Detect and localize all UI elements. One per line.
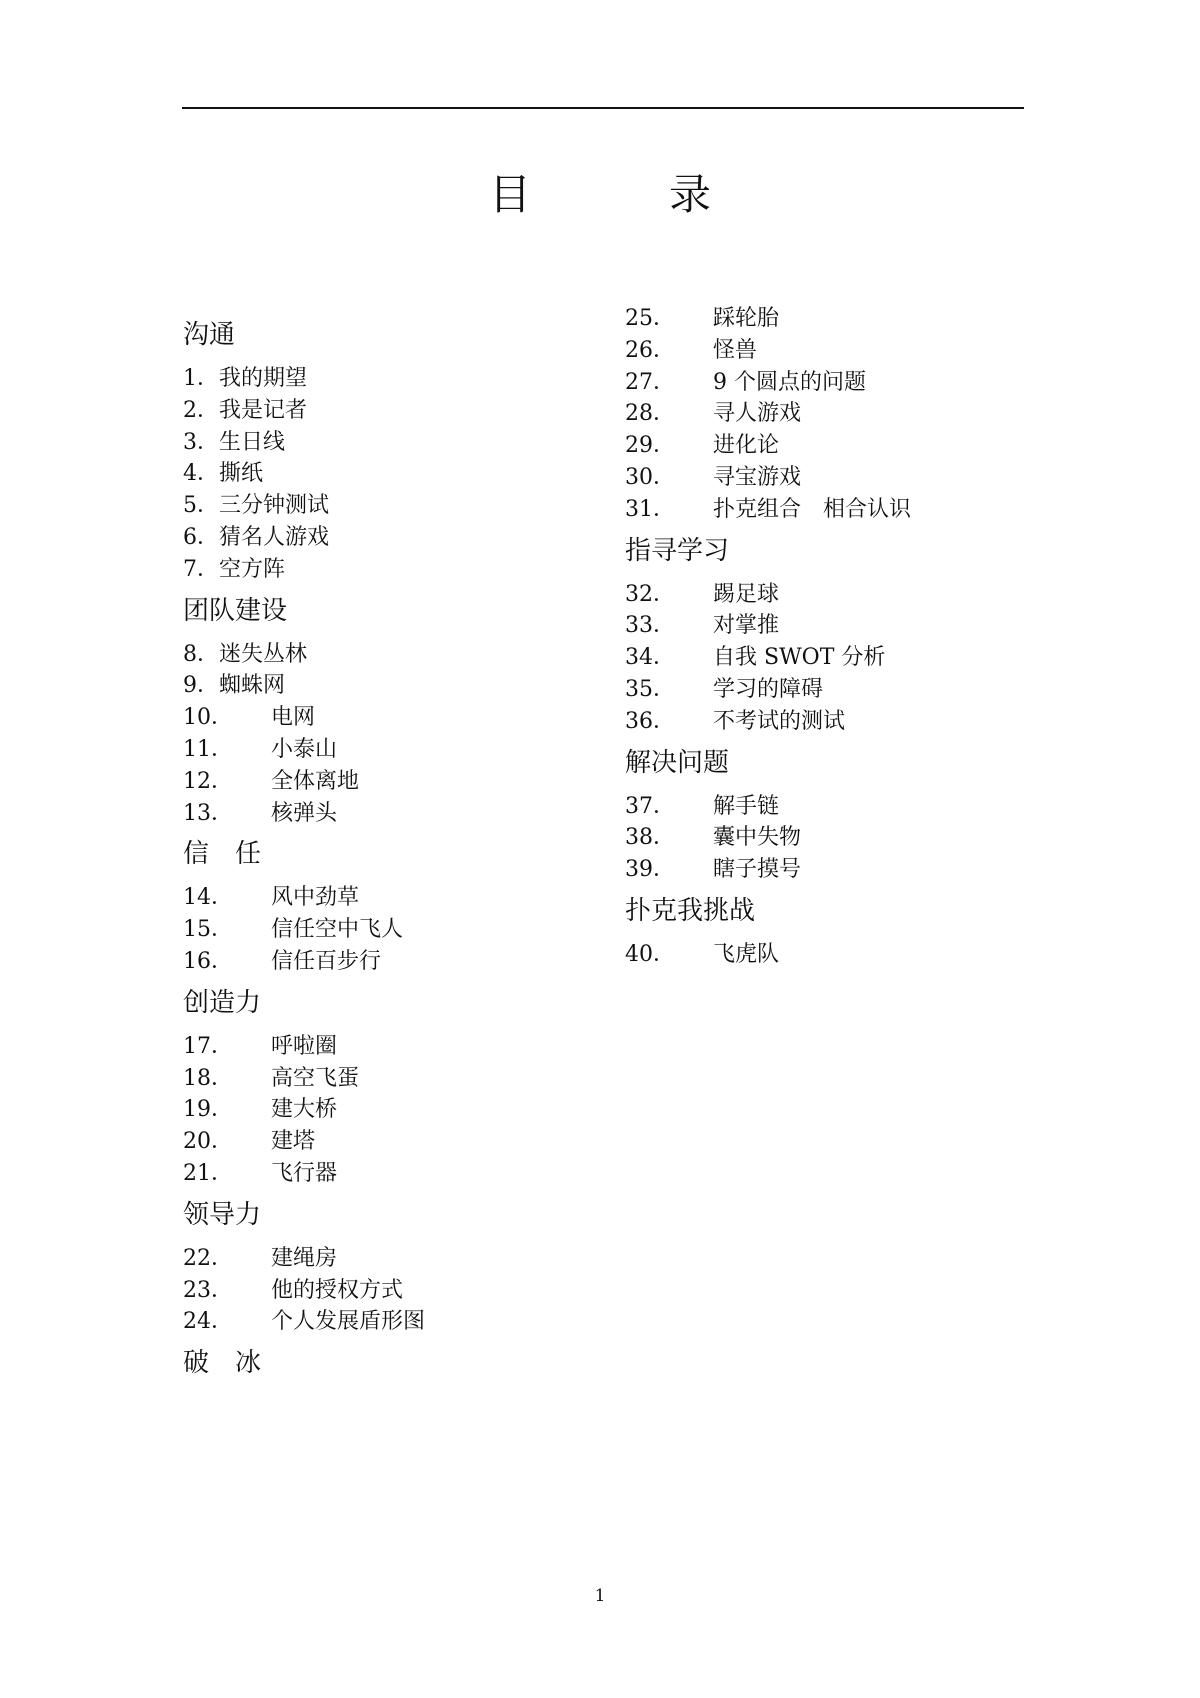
toc-section-heading: 解决问题 bbox=[625, 747, 730, 778]
toc-entry-number: 24． bbox=[183, 1309, 233, 1335]
toc-right-column bbox=[625, 303, 1065, 971]
toc-entry-number: 32． bbox=[625, 581, 675, 607]
toc-entry-number: 28． bbox=[625, 401, 675, 427]
toc-entry-title: 电网 bbox=[271, 705, 316, 731]
toc-entry[interactable] bbox=[625, 430, 1065, 462]
toc-entry[interactable] bbox=[625, 303, 1065, 335]
toc-entry-title: 瞎子摸号 bbox=[713, 857, 802, 883]
toc-entry[interactable] bbox=[625, 398, 1065, 430]
toc-entry[interactable] bbox=[625, 335, 1065, 367]
toc-entry[interactable] bbox=[183, 1126, 623, 1158]
toc-entry-title: 三分钟测试 bbox=[219, 493, 330, 519]
toc-entry[interactable] bbox=[183, 734, 623, 766]
toc-entry-title: 个人发展盾形图 bbox=[271, 1309, 426, 1335]
toc-entry-title: 我的期望 bbox=[219, 366, 308, 391]
toc-section-heading: 创造力 bbox=[183, 987, 262, 1018]
toc-entry-title: 寻人游戏 bbox=[713, 401, 802, 427]
toc-entry-title: 呼啦圈 bbox=[271, 1033, 338, 1059]
toc-entry[interactable] bbox=[625, 706, 1065, 738]
toc-entry-number: 3． bbox=[183, 429, 219, 455]
toc-entry[interactable] bbox=[183, 427, 623, 459]
toc-entry[interactable] bbox=[183, 882, 623, 914]
toc-entry-number: 31． bbox=[625, 496, 675, 522]
toc-entry[interactable] bbox=[625, 822, 1065, 854]
toc-entry-title: 生日线 bbox=[219, 429, 286, 455]
toc-entry-title: 空方阵 bbox=[219, 556, 286, 582]
toc-entry-number: 1． bbox=[183, 366, 219, 391]
toc-entry-number: 4． bbox=[183, 461, 219, 487]
toc-entry-number: 35． bbox=[625, 676, 675, 702]
toc-entry-title: 核弹头 bbox=[271, 800, 338, 826]
toc-entry-number: 13． bbox=[183, 800, 233, 826]
toc-entry-number: 25． bbox=[625, 306, 675, 331]
toc-entry[interactable] bbox=[183, 702, 623, 734]
header-rule bbox=[182, 107, 1024, 109]
toc-section-heading: 破 冰 bbox=[183, 1348, 262, 1379]
toc-entry-number: 27． bbox=[625, 369, 675, 395]
toc-entry[interactable] bbox=[625, 494, 1065, 526]
toc-entry-number: 7． bbox=[183, 556, 219, 582]
toc-entry-title: 建绳房 bbox=[271, 1245, 338, 1271]
toc-section-heading: 指寻学习 bbox=[625, 535, 730, 566]
toc-entry-number: 9． bbox=[183, 673, 219, 699]
page-title: 目 录 bbox=[488, 170, 759, 219]
toc-entry-number: 15． bbox=[183, 917, 233, 943]
toc-entry-title: 飞虎队 bbox=[713, 941, 780, 967]
toc-left-column bbox=[183, 315, 623, 1391]
toc-entry[interactable] bbox=[183, 1243, 623, 1275]
toc-entry[interactable] bbox=[183, 639, 623, 671]
toc-entry[interactable] bbox=[183, 1275, 623, 1307]
toc-entry-title: 寻宝游戏 bbox=[713, 464, 802, 490]
toc-entry-number: 17． bbox=[183, 1033, 233, 1059]
toc-entry[interactable] bbox=[183, 554, 623, 586]
toc-entry[interactable] bbox=[183, 490, 623, 522]
toc-entry-title: 我是记者 bbox=[219, 397, 308, 423]
toc-entry[interactable] bbox=[183, 458, 623, 490]
toc-entry-title: 他的授权方式 bbox=[271, 1277, 404, 1303]
toc-entry-title: 学习的障碍 bbox=[713, 676, 824, 702]
page-number: 1 bbox=[594, 1586, 606, 1606]
toc-entry-title: 信任百步行 bbox=[271, 948, 382, 974]
toc-entry[interactable] bbox=[183, 1063, 623, 1095]
toc-entry[interactable] bbox=[625, 642, 1065, 674]
toc-entry-number: 14． bbox=[183, 885, 233, 911]
toc-entry-number: 26． bbox=[625, 337, 675, 363]
toc-entry[interactable] bbox=[183, 363, 623, 395]
toc-entry-number: 5． bbox=[183, 493, 219, 519]
toc-entry-number: 40． bbox=[625, 941, 675, 967]
toc-entry-title: 风中劲草 bbox=[271, 885, 360, 911]
toc-entry-number: 6． bbox=[183, 524, 219, 550]
toc-entry-title: 怪兽 bbox=[713, 337, 758, 363]
toc-entry-number: 33． bbox=[625, 613, 675, 639]
toc-entry[interactable] bbox=[183, 914, 623, 946]
toc-entry-number: 12． bbox=[183, 768, 233, 794]
toc-section-heading: 领导力 bbox=[183, 1199, 262, 1230]
toc-entry-number: 8． bbox=[183, 641, 219, 667]
toc-entry-number: 20． bbox=[183, 1129, 233, 1155]
toc-entry-title: 蜘蛛网 bbox=[219, 673, 286, 699]
toc-entry[interactable] bbox=[625, 791, 1065, 823]
toc-entry[interactable] bbox=[183, 766, 623, 798]
toc-entry-title: 高空飞蛋 bbox=[271, 1065, 360, 1091]
toc-entry-number: 2． bbox=[183, 397, 219, 423]
toc-entry[interactable] bbox=[625, 610, 1065, 642]
toc-entry-title: 飞行器 bbox=[271, 1160, 338, 1186]
toc-entry[interactable] bbox=[183, 395, 623, 427]
toc-entry-title: 全体离地 bbox=[271, 768, 360, 794]
toc-section-heading: 信 任 bbox=[183, 839, 262, 870]
toc-entry-title: 迷失丛林 bbox=[219, 641, 308, 667]
toc-entry[interactable] bbox=[183, 1306, 623, 1338]
toc-entry[interactable] bbox=[183, 670, 623, 702]
toc-entry-number: 29． bbox=[625, 433, 675, 459]
toc-entry-title: 9 个圆点的问题 bbox=[713, 369, 866, 395]
toc-entry-number: 38． bbox=[625, 825, 675, 851]
toc-entry[interactable] bbox=[625, 367, 1065, 399]
toc-entry[interactable] bbox=[625, 674, 1065, 706]
toc-section-heading: 沟通 bbox=[183, 320, 236, 350]
toc-entry-title: 扑克组合 相合认识 bbox=[713, 496, 912, 522]
toc-entry-title: 撕纸 bbox=[219, 461, 264, 487]
toc-entry[interactable] bbox=[625, 854, 1065, 886]
toc-entry-title: 踢足球 bbox=[713, 581, 780, 607]
toc-entry[interactable] bbox=[183, 522, 623, 554]
toc-entry-number: 23． bbox=[183, 1277, 233, 1303]
toc-entry-title: 不考试的测试 bbox=[713, 708, 846, 734]
toc-entry-number: 16． bbox=[183, 948, 233, 974]
toc-entry-number: 30． bbox=[625, 464, 675, 490]
toc-entry-title: 信任空中飞人 bbox=[271, 917, 404, 943]
toc-section-heading: 团队建设 bbox=[183, 595, 288, 626]
toc-entry[interactable] bbox=[183, 1031, 623, 1063]
toc-entry-title: 对掌推 bbox=[713, 613, 780, 639]
toc-entry-number: 19． bbox=[183, 1097, 233, 1123]
toc-entry-number: 11． bbox=[183, 736, 233, 762]
toc-section-heading: 扑克我挑战 bbox=[625, 895, 756, 926]
toc-entry[interactable] bbox=[625, 939, 1065, 971]
toc-entry-number: 18． bbox=[183, 1065, 233, 1091]
toc-entry-number: 39． bbox=[625, 857, 675, 883]
toc-entry-title: 囊中失物 bbox=[713, 825, 802, 851]
toc-entry[interactable] bbox=[183, 946, 623, 978]
toc-entry-title: 自我 SWOT 分析 bbox=[713, 645, 886, 671]
toc-entry[interactable] bbox=[183, 798, 623, 830]
toc-entry[interactable] bbox=[183, 1094, 623, 1126]
toc-entry-title: 猜名人游戏 bbox=[219, 524, 330, 550]
toc-entry-title: 小泰山 bbox=[271, 736, 338, 762]
toc-entry-number: 21． bbox=[183, 1160, 233, 1186]
toc-entry-number: 10． bbox=[183, 705, 233, 731]
toc-entry-title: 踩轮胎 bbox=[713, 306, 780, 331]
toc-entry-title: 进化论 bbox=[713, 433, 780, 459]
toc-entry[interactable] bbox=[625, 462, 1065, 494]
toc-entry-number: 37． bbox=[625, 793, 675, 819]
toc-entry-title: 解手链 bbox=[713, 793, 780, 819]
toc-entry-number: 34． bbox=[625, 645, 675, 671]
toc-entry-title: 建塔 bbox=[271, 1129, 316, 1155]
toc-entry[interactable] bbox=[625, 579, 1065, 611]
toc-entry-title: 建大桥 bbox=[271, 1097, 338, 1123]
toc-entry-number: 22． bbox=[183, 1245, 233, 1271]
toc-entry-number: 36． bbox=[625, 708, 675, 734]
toc-entry[interactable] bbox=[183, 1158, 623, 1190]
